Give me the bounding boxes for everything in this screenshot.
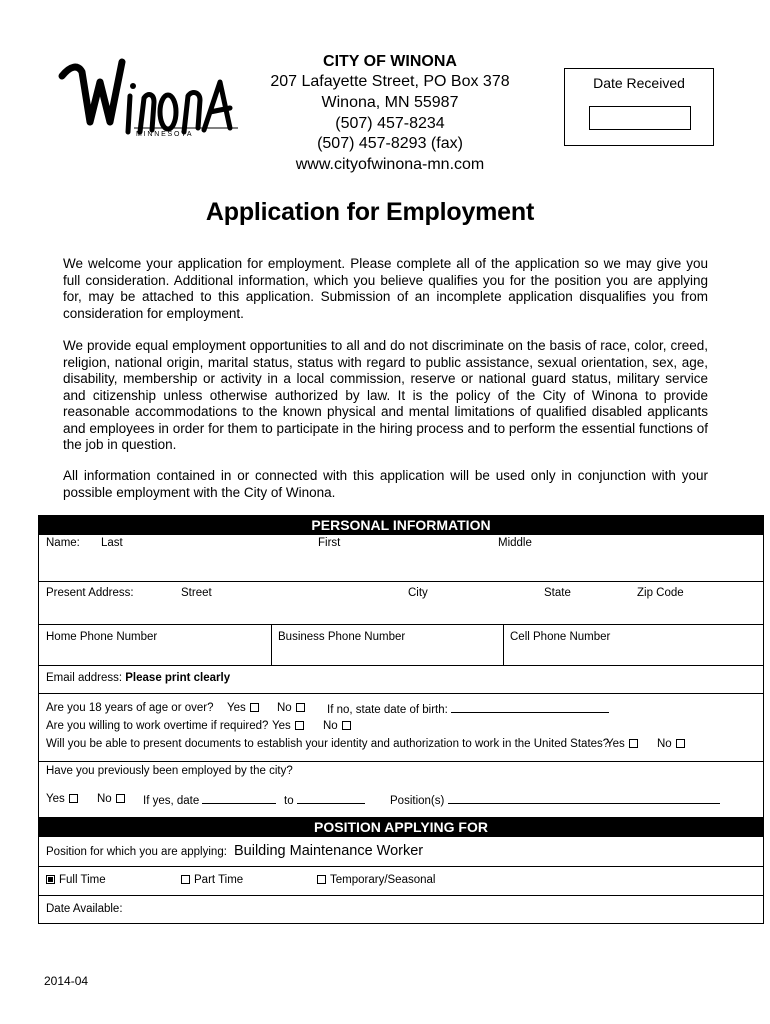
prior-employment-row — [39, 761, 763, 818]
middle-name-label: Middle — [498, 537, 532, 549]
overtime-no-option[interactable]: No — [323, 720, 351, 732]
email-label: Email address: Please print clearly — [46, 672, 231, 684]
overtime-yes-checkbox[interactable] — [295, 721, 304, 730]
city-label: City — [408, 587, 428, 599]
part-time-option[interactable]: Part Time — [181, 874, 243, 886]
prior-employment-question: Have you previously been employed by the city? — [46, 765, 293, 777]
part-time-checkbox[interactable] — [181, 875, 190, 884]
usage-paragraph: All information contained in or connected with this application will be used only in conjunction with your possible employment with the City of Winona. — [63, 468, 708, 500]
age-yes-checkbox[interactable] — [250, 703, 259, 712]
position-label: Position for which you are applying: — [46, 846, 227, 858]
home-phone-label: Home Phone Number — [46, 631, 158, 643]
overtime-no-checkbox[interactable] — [342, 721, 351, 730]
temporary-checkbox[interactable] — [317, 875, 326, 884]
temporary-option[interactable]: Temporary/Seasonal — [317, 874, 435, 886]
first-name-label: First — [318, 537, 341, 549]
logo-subtitle: MINNESOTA — [136, 131, 194, 138]
position-row[interactable] — [39, 837, 763, 866]
address-label: Present Address: — [46, 587, 134, 599]
address-row[interactable] — [39, 581, 763, 624]
position-heading: POSITION APPLYING FOR — [39, 818, 763, 837]
prior-yes-option[interactable]: Yes — [46, 793, 78, 805]
name-row[interactable] — [39, 535, 763, 581]
org-name: CITY OF WINONA — [323, 53, 457, 70]
dob-prompt[interactable]: If no, state date of birth: — [327, 702, 609, 716]
phone-row — [39, 624, 763, 665]
prior-date-to[interactable]: to — [284, 793, 365, 807]
org-fax: (507) 457-8293 (fax) — [317, 135, 463, 152]
eligibility-row — [39, 693, 763, 761]
personal-information-section — [38, 515, 764, 819]
street-label: Street — [181, 587, 212, 599]
prior-no-checkbox[interactable] — [116, 794, 125, 803]
overtime-yes-option[interactable]: Yes — [272, 720, 304, 732]
email-row[interactable] — [39, 665, 763, 693]
documents-yes-option[interactable]: Yes — [606, 738, 638, 750]
overtime-question: Are you willing to work overtime if required? — [46, 720, 269, 732]
full-time-option[interactable]: Full Time — [46, 874, 106, 886]
personal-information-heading: PERSONAL INFORMATION — [39, 516, 763, 535]
date-available-row[interactable] — [39, 895, 763, 923]
position-section — [38, 817, 764, 924]
email-hint: Please print clearly — [125, 672, 231, 684]
position-value[interactable]: Building Maintenance Worker — [234, 843, 424, 859]
prior-date-from[interactable]: If yes, date — [143, 793, 276, 807]
last-name-label: Last — [101, 537, 123, 549]
date-available-label: Date Available: — [46, 903, 123, 915]
city-of-winona-logo — [52, 52, 242, 162]
state-label: State — [544, 587, 571, 599]
zip-code-label: Zip Code — [637, 587, 684, 599]
documents-question: Will you be able to present documents to establish your identity and authorization to work in the United States? — [46, 738, 610, 750]
documents-no-option[interactable]: No — [657, 738, 685, 750]
org-address: 207 Lafayette Street, PO Box 378 — [270, 73, 510, 90]
age-yes-option[interactable]: Yes — [227, 702, 259, 714]
prior-yes-checkbox[interactable] — [69, 794, 78, 803]
age-no-option[interactable]: No — [277, 702, 305, 714]
org-website[interactable]: www.cityofwinona-mn.com — [295, 156, 485, 173]
dob-line — [451, 702, 609, 713]
documents-yes-checkbox[interactable] — [629, 739, 638, 748]
documents-no-checkbox[interactable] — [676, 739, 685, 748]
age-question: Are you 18 years of age or over? — [46, 702, 214, 714]
name-label: Name: — [46, 537, 80, 549]
prior-positions[interactable]: Position(s) — [390, 793, 720, 807]
date-received-field[interactable] — [589, 106, 691, 130]
business-phone-label: Business Phone Number — [278, 631, 406, 643]
eeo-paragraph: We provide equal employment opportunities to all and do not discriminate on the basis of race, color, creed, religion, national origin, marital status, status with regard to public assistance, sexual orientation, sex, age, disability, membership or activity in a local commission, reserve or national guard status, military service and citizenship unless otherwise authorized by law. It is the policy of the City of Winona to provide reasonable accommodations to the known physical and mental limitations of qualified disabled applicants and employees in order for them to participate in the hiring process and to perform the essential functions of the job in question. — [63, 338, 708, 452]
org-city: Winona, MN 55987 — [321, 94, 459, 111]
full-time-checkbox[interactable] — [46, 875, 55, 884]
form-code: 2014-04 — [44, 974, 89, 988]
page-title: Application for Employment — [205, 198, 535, 226]
org-phone: (507) 457-8234 — [335, 115, 445, 132]
cell-phone-label: Cell Phone Number — [510, 631, 611, 643]
intro-paragraph: We welcome your application for employment. Please complete all of the application so we may give you full consideration. Additional information, which you believe qualifies you for the position you are applying for, may be attached to this application. Submission of an incomplete application disqualifies you from consideration for employment. — [63, 256, 708, 321]
prior-no-option[interactable]: No — [97, 793, 125, 805]
employment-type-row — [39, 866, 763, 895]
date-received-label: Date Received — [593, 75, 685, 91]
date-received-box — [564, 68, 714, 146]
age-no-checkbox[interactable] — [296, 703, 305, 712]
